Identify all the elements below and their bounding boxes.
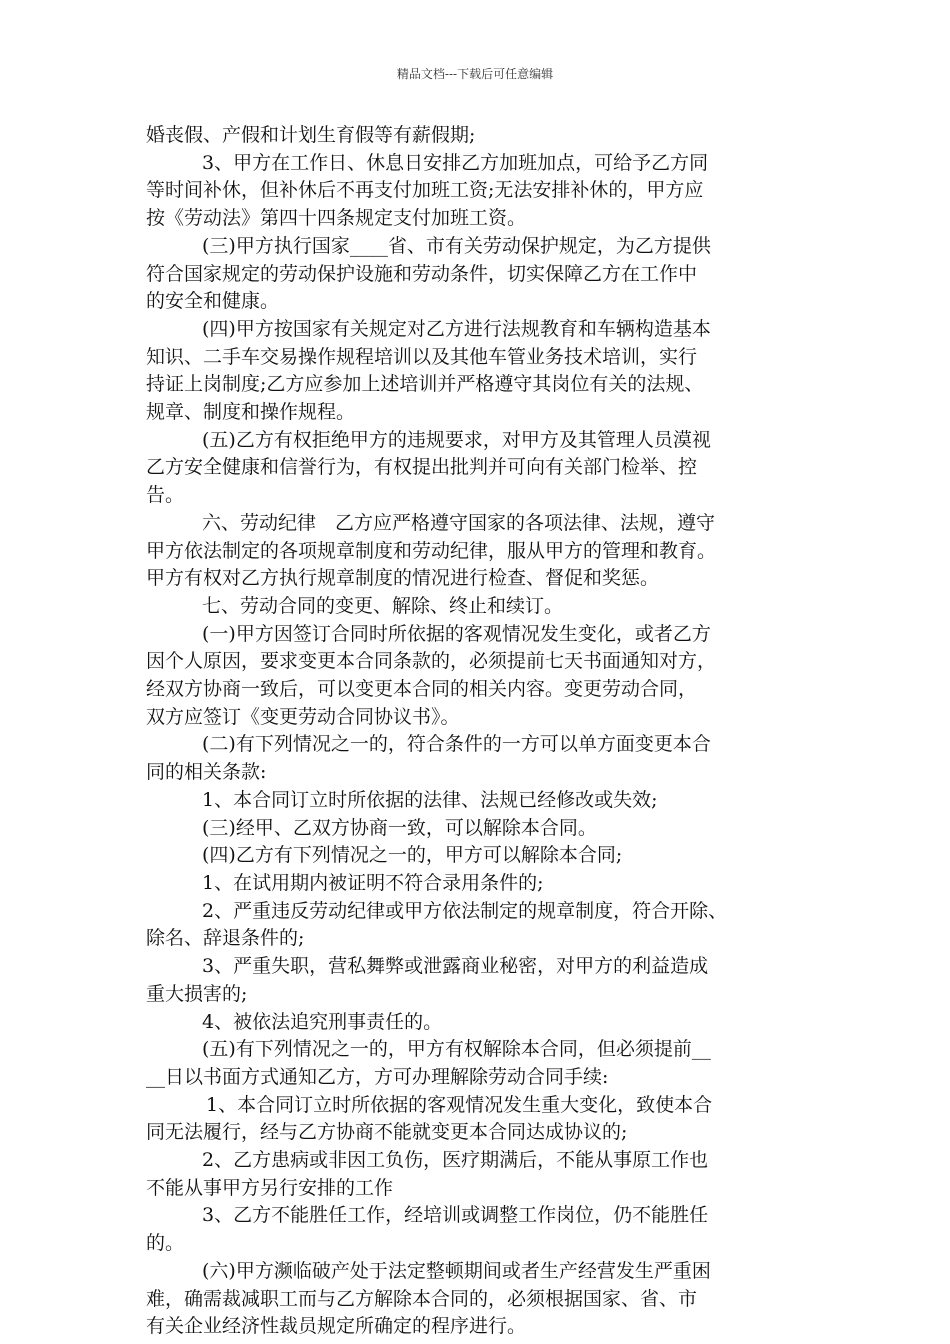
text-line: 2、严重违反劳动纪律或甲方依法制定的规章制度，符合开除、 — [202, 899, 728, 922]
text-line: (五)有下列情况之一的，甲方有权解除本合同，但必须提前__ — [202, 1038, 711, 1061]
text-line: 3、甲方在工作日、休息日安排乙方加班加点，可给予乙方同 — [202, 151, 709, 174]
text-line: 双方应签订《变更劳动合同协议书》。 — [146, 705, 460, 728]
text-line: 3、严重失职，营私舞弊或泄露商业秘密，对甲方的利益造成 — [202, 955, 709, 978]
text-line: (一)甲方因签订合同时所依据的客观情况发生变化，或者乙方 — [202, 622, 711, 645]
text-line: 七、劳动合同的变更、解除、终止和续订。 — [202, 594, 564, 617]
text-line: 难，确需裁减职工而与乙方解除本合同的，必须根据国家、省、市 — [146, 1287, 698, 1310]
text-line: 等时间补休，但补休后不再支付加班工资;无法安排补休的，甲方应 — [146, 179, 704, 202]
text-line: 有关企业经济性裁员规定所确定的程序进行。 — [146, 1315, 527, 1338]
text-line: 不能从事甲方另行安排的工作 — [146, 1176, 394, 1199]
text-line: 甲方有权对乙方执行规章制度的情况进行检查、督促和奖惩。 — [146, 567, 660, 590]
text-line: 因个人原因，要求变更本合同条款的，必须提前七天书面通知对方， — [146, 650, 717, 673]
text-line: 的。 — [146, 1232, 185, 1255]
text-line: 经双方协商一致后，可以变更本合同的相关内容。变更劳动合同， — [146, 678, 698, 701]
text-line: 4、被依法追究刑事责任的。 — [202, 1010, 443, 1033]
text-line: 甲方依法制定的各项规章制度和劳动纪律，服从甲方的管理和教育。 — [146, 539, 717, 562]
text-line: 乙方安全健康和信誉行为，有权提出批判并可向有关部门检举、控 — [146, 456, 698, 479]
text-line: (五)乙方有权拒绝甲方的违规要求，对甲方及其管理人员漠视 — [202, 428, 711, 451]
text-line: 知识、二手车交易操作规程培训以及其他车管业务技术培训，实行 — [146, 345, 698, 368]
text-line: 六、劳动纪律 乙方应严格遵守国家的各项法律、法规，遵守 — [202, 511, 716, 534]
text-line: 符合国家规定的劳动保护设施和劳动条件，切实保障乙方在工作中 — [146, 262, 698, 285]
document-body — [146, 122, 826, 1341]
text-line: 婚丧假、产假和计划生育假等有薪假期; — [146, 124, 476, 146]
text-line: (六)甲方濒临破产处于法定整顿期间或者生产经营发生严重困 — [202, 1259, 711, 1282]
text-line: 2、乙方患病或非因工负伤，医疗期满后，不能从事原工作也 — [202, 1149, 709, 1172]
text-line: 的安全和健康。 — [146, 290, 280, 313]
text-line: (四)甲方按国家有关规定对乙方进行法规教育和车辆构造基本 — [202, 317, 711, 340]
text-line: 规章、制度和操作规程。 — [146, 401, 356, 424]
text-line: 重大损害的; — [146, 982, 248, 1005]
text-line: 同的相关条款: — [146, 761, 267, 784]
text-line: 1、本合同订立时所依据的客观情况发生重大变化，致使本合 — [206, 1093, 713, 1116]
text-line: (三)经甲、乙双方协商一致，可以解除本合同。 — [202, 816, 597, 839]
text-line: (三)甲方执行国家____省、市有关劳动保护规定，为乙方提供 — [202, 234, 711, 257]
page-header: 精品文档---下载后可任意编辑 — [396, 67, 554, 81]
text-line: 同无法履行，经与乙方协商不能就变更本合同达成协议的; — [146, 1121, 628, 1144]
text-line: __日以书面方式通知乙方，方可办理解除劳动合同手续: — [146, 1065, 609, 1088]
text-line: 告。 — [146, 484, 185, 507]
text-line: (四)乙方有下列情况之一的，甲方可以解除本合同; — [202, 844, 623, 867]
text-line: 1、本合同订立时所依据的法律、法规已经修改或失效; — [202, 788, 658, 811]
text-line: (二)有下列情况之一的，符合条件的一方可以单方面变更本合 — [202, 733, 711, 756]
text-line: 3、乙方不能胜任工作，经培训或调整工作岗位，仍不能胜任 — [202, 1204, 709, 1227]
text-line: 1、在试用期内被证明不符合录用条件的; — [202, 871, 544, 894]
text-line: 按《劳动法》第四十四条规定支付加班工资。 — [146, 207, 527, 230]
text-line: 持证上岗制度;乙方应参加上述培训并严格遵守其岗位有关的法规、 — [146, 373, 704, 396]
text-line: 除名、辞退条件的; — [146, 927, 305, 950]
